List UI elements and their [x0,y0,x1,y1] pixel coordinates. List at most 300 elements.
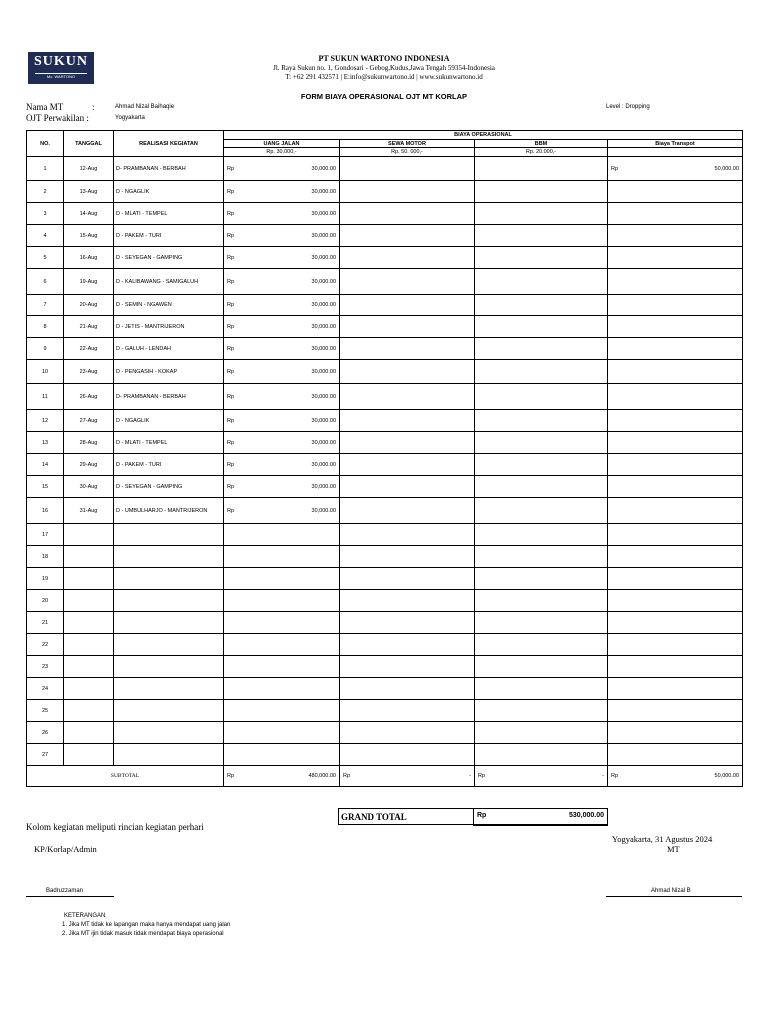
row-activity: D - PAKEM - TURI [114,225,224,247]
row-sewa-motor [340,590,475,612]
row-bbm [475,656,608,678]
row-bbm [475,157,608,181]
grand-total-box [338,808,743,826]
row-number: 21 [27,612,64,634]
row-uang-jalan [224,524,340,546]
currency-label: Rp [343,773,351,779]
header-no: NO. [27,131,64,157]
row-sewa-motor [340,384,475,410]
row-uang-jalan [224,203,340,225]
logo-subtext: Mc. WARTONO [35,73,87,80]
currency-label: Rp [227,165,235,172]
table-row [27,546,743,568]
row-uang-jalan [224,590,340,612]
level-value: Level : Dropping [606,104,650,110]
row-activity [114,612,224,634]
row-bbm [475,316,608,338]
table-row [27,410,743,432]
row-number: 18 [27,546,64,568]
header-tanggal: TANGGAL [64,131,114,157]
row-bbm [475,476,608,498]
row-number: 9 [27,338,64,360]
row-activity [114,568,224,590]
row-uang-jalan [224,656,340,678]
row-date [64,546,114,568]
currency-label: Rp [227,210,235,217]
keterangan-title: KETERANGAN [64,913,106,919]
row-uang-jalan [224,432,340,454]
row-sewa-motor [340,181,475,203]
currency-label: Rp [227,368,235,375]
row-date: 26-Aug [64,384,114,410]
row-bbm [475,269,608,295]
row-date: 31-Aug [64,498,114,524]
row-bbm [475,722,608,744]
row-transpot [608,384,743,410]
amount: - [602,773,604,779]
company-contact: T: +62 291 432571 | E:info@sukunwartono.id | www.sukunwartono.id [285,73,483,81]
row-activity [114,546,224,568]
row-date: 22-Aug [64,338,114,360]
row-bbm [475,338,608,360]
header-transpot: Biaya Transpot [608,140,743,148]
amount: 30,000.00 [311,278,336,285]
row-sewa-motor [340,722,475,744]
table-row [27,744,743,766]
table-row [27,722,743,744]
row-bbm [475,612,608,634]
table-row [27,295,743,316]
table-row [27,225,743,247]
row-uang-jalan [224,360,340,384]
amount: 480,000.00 [308,773,336,779]
row-transpot [608,432,743,454]
row-transpot [608,360,743,384]
row-bbm [475,181,608,203]
row-number: 25 [27,700,64,722]
row-transpot [608,498,743,524]
row-number: 11 [27,384,64,410]
rate-sewa-motor: Rp. 50. 000,- [340,148,475,157]
row-number: 24 [27,678,64,700]
row-number: 17 [27,524,64,546]
row-transpot [608,203,743,225]
row-date [64,700,114,722]
place-date: Yogyakarta, 31 Agustus 2024 [612,834,713,844]
amount: 30,000.00 [311,165,336,172]
amount: 50,000.00 [714,165,740,172]
row-date: 30-Aug [64,476,114,498]
amount: 30,000.00 [311,323,336,330]
row-transpot [608,157,743,181]
currency-label: Rp [227,323,235,330]
row-sewa-motor [340,295,475,316]
row-sewa-motor [340,203,475,225]
row-transpot [608,634,743,656]
row-number: 14 [27,454,64,476]
currency-label: Rp [478,773,486,779]
amount: 530,000.00 [568,812,604,819]
row-activity [114,524,224,546]
row-sewa-motor [340,454,475,476]
row-date: 21-Aug [64,316,114,338]
header-realisasi: REALISASI KEGIATAN [114,131,224,157]
row-uang-jalan [224,722,340,744]
row-sewa-motor [340,498,475,524]
row-number: 13 [27,432,64,454]
row-date: 13-Aug [64,181,114,203]
currency-label: Rp [227,507,235,514]
row-bbm [475,524,608,546]
row-sewa-motor [340,225,475,247]
amount: 30,000.00 [311,461,336,468]
amount: 30,000.00 [311,254,336,261]
row-bbm [475,498,608,524]
row-sewa-motor [340,432,475,454]
header-bbm: BBM [475,140,608,148]
right-signer-role: MT [667,844,680,854]
row-uang-jalan [224,634,340,656]
row-date [64,634,114,656]
row-bbm [475,432,608,454]
row-bbm [475,634,608,656]
row-uang-jalan [224,612,340,634]
currency-label: Rp [227,483,235,490]
row-bbm [475,247,608,269]
row-transpot [608,316,743,338]
row-bbm [475,678,608,700]
amount: 30,000.00 [311,417,336,424]
amount: 30,000.00 [311,368,336,375]
table-row [27,678,743,700]
row-sewa-motor [340,316,475,338]
row-bbm [475,568,608,590]
row-date [64,678,114,700]
row-bbm [475,700,608,722]
row-activity: D - SEMIN - NGAWEN [114,295,224,316]
row-activity [114,590,224,612]
row-transpot [608,454,743,476]
row-sewa-motor [340,410,475,432]
row-transpot [608,722,743,744]
row-number: 26 [27,722,64,744]
amount: 50,000.00 [714,773,740,779]
currency-label: Rp [227,439,235,446]
kegiatan-note: Kolom kegiatan meliputi rincian kegiatan perhari [26,822,204,832]
left-signer-role: KP/Korlap/Admin [34,844,97,854]
row-number: 5 [27,247,64,269]
amount: 30,000.00 [311,188,336,195]
table-row [27,656,743,678]
row-uang-jalan [224,384,340,410]
row-sewa-motor [340,524,475,546]
row-date: 28-Aug [64,432,114,454]
subtotal-label: SUBTOTAL [27,766,224,787]
row-date [64,656,114,678]
header-uang-jalan: UANG JALAN [224,140,340,148]
row-activity: D - MLATI - TEMPEL [114,203,224,225]
amount: 30,000.00 [311,483,336,490]
row-activity [114,722,224,744]
currency-label: Rp [227,393,235,400]
ojt-label: OJT Perwakilan : [26,113,89,123]
rate-uang-jalan: Rp. 30.000,- [224,148,340,157]
row-uang-jalan [224,181,340,203]
row-transpot [608,225,743,247]
row-uang-jalan [224,700,340,722]
row-activity: D - JETIS - MANTRIJERON [114,316,224,338]
currency-label: Rp [611,165,619,172]
row-activity: D - KALIBAWANG - SAMIGALUH [114,269,224,295]
table-row [27,316,743,338]
row-transpot [608,181,743,203]
row-transpot [608,269,743,295]
table-row [27,568,743,590]
row-date: 29-Aug [64,454,114,476]
row-bbm [475,590,608,612]
row-bbm [475,203,608,225]
row-activity: D - MLATI - TEMPEL [114,432,224,454]
row-date: 12-Aug [64,157,114,181]
currency-label: Rp [477,812,487,819]
row-sewa-motor [340,247,475,269]
row-activity [114,634,224,656]
rate-bbm: Rp. 20.000,- [475,148,608,157]
table-row [27,498,743,524]
row-number: 19 [27,568,64,590]
row-transpot [608,338,743,360]
row-uang-jalan [224,546,340,568]
table-row [27,454,743,476]
row-uang-jalan [224,316,340,338]
row-activity [114,656,224,678]
row-uang-jalan [224,410,340,432]
row-date [64,590,114,612]
subtotal-uang-jalan [224,766,340,787]
row-date [64,568,114,590]
row-uang-jalan [224,225,340,247]
operational-cost-table [26,130,743,787]
row-number: 8 [27,316,64,338]
row-number: 7 [27,295,64,316]
table-row [27,338,743,360]
company-name: PT SUKUN WARTONO INDONESIA [318,54,450,63]
currency-label: Rp [227,302,235,308]
table-row [27,432,743,454]
row-number: 16 [27,498,64,524]
currency-label: Rp [227,188,235,195]
table-row [27,157,743,181]
row-uang-jalan [224,295,340,316]
row-date: 20-Aug [64,295,114,316]
row-sewa-motor [340,612,475,634]
row-transpot [608,590,743,612]
row-number: 6 [27,269,64,295]
row-activity: D - UMBULHARJO - MANTRIJERON [114,498,224,524]
grand-total-label: GRAND TOTAL [339,809,474,825]
table-row [27,476,743,498]
amount: 30,000.00 [311,232,336,239]
row-activity: D - GALUH - LENDAH [114,338,224,360]
row-activity: D- PRAMBANAN - BERBAH [114,157,224,181]
row-bbm [475,546,608,568]
currency-label: Rp [611,773,619,779]
grand-total-spacer [608,809,743,825]
row-number: 12 [27,410,64,432]
grand-total-value [474,809,608,825]
row-sewa-motor [340,634,475,656]
row-uang-jalan [224,247,340,269]
row-date [64,744,114,766]
row-activity: D - NGAGLIK [114,181,224,203]
currency-label: Rp [227,461,235,468]
left-signer-name: Badruzzaman [46,888,84,894]
nama-label: Nama MT [26,102,64,112]
table-row [27,203,743,225]
table-row [27,700,743,722]
row-uang-jalan [224,568,340,590]
row-number: 20 [27,590,64,612]
form-title: FORM BIAYA OPERASIONAL OJT MT KORLAP [300,92,468,101]
row-uang-jalan [224,476,340,498]
row-transpot [608,656,743,678]
amount: 30,000.00 [311,345,336,352]
row-number: 27 [27,744,64,766]
row-date: 15-Aug [64,225,114,247]
currency-label: Rp [227,254,235,261]
header-biaya-operasional: BIAYA OPERASIONAL [224,131,743,140]
right-signer-name: Ahmad Nizal B [651,888,691,894]
row-uang-jalan [224,678,340,700]
row-sewa-motor [340,546,475,568]
row-date: 16-Aug [64,247,114,269]
currency-label: Rp [227,345,235,352]
currency-label: Rp [227,773,235,779]
row-date: 23-Aug [64,360,114,384]
row-sewa-motor [340,338,475,360]
row-bbm [475,360,608,384]
amount: 30,000.00 [311,302,336,308]
table-row [27,612,743,634]
amount: 30,000.00 [311,393,336,400]
row-activity: D - PAKEM - TURI [114,454,224,476]
left-signature-line [26,896,114,897]
row-activity: D - SEYEGAN - GAMPING [114,476,224,498]
row-number: 22 [27,634,64,656]
row-date [64,524,114,546]
row-transpot [608,568,743,590]
row-date [64,722,114,744]
row-uang-jalan [224,338,340,360]
subtotal-bbm [475,766,608,787]
table-row [27,524,743,546]
row-uang-jalan [224,269,340,295]
row-sewa-motor [340,360,475,384]
row-activity [114,700,224,722]
row-transpot [608,612,743,634]
row-transpot [608,410,743,432]
row-uang-jalan [224,454,340,476]
row-bbm [475,295,608,316]
row-number: 10 [27,360,64,384]
table-row [27,247,743,269]
row-transpot [608,546,743,568]
table-row [27,634,743,656]
currency-label: Rp [227,278,235,285]
keterangan-item-1: 1. Jika MT tidak ke lapangan maka hanya mendapat uang jalan [62,922,231,928]
currency-label: Rp [227,232,235,239]
row-date [64,612,114,634]
row-transpot [608,524,743,546]
row-activity: D- PRAMBANAN - BERBAH [114,384,224,410]
amount: 30,000.00 [311,439,336,446]
row-uang-jalan [224,744,340,766]
row-transpot [608,476,743,498]
row-uang-jalan [224,498,340,524]
amount: - [469,773,471,779]
currency-label: Rp [227,417,235,424]
ojt-value: Yogyakarta [115,115,145,121]
row-transpot [608,700,743,722]
table-row [27,590,743,612]
row-date: 14-Aug [64,203,114,225]
row-sewa-motor [340,656,475,678]
company-address: Jl. Raya Sukun no. 1, Gondosari - Gebog,Kudus,Jawa Tengah 59354-Indonesia [273,64,495,72]
row-activity [114,678,224,700]
row-transpot [608,295,743,316]
row-number: 3 [27,203,64,225]
rate-transpot [608,148,743,157]
row-activity: D - SEYEGAN - GAMPING [114,247,224,269]
nama-value: Ahmad Nizal Baihaqie [115,104,175,110]
amount: 30,000.00 [311,210,336,217]
row-sewa-motor [340,269,475,295]
subtotal-transpot [608,766,743,787]
row-activity: D - NGAGLIK [114,410,224,432]
row-bbm [475,454,608,476]
row-bbm [475,384,608,410]
nama-colon: : [92,102,95,112]
row-number: 15 [27,476,64,498]
row-sewa-motor [340,678,475,700]
table-row [27,181,743,203]
row-number: 1 [27,157,64,181]
keterangan-item-2: 2. Jika MT ijin tidak masuk tidak mendapat biaya operasional [62,931,224,937]
row-number: 23 [27,656,64,678]
table-row [27,384,743,410]
table-row [27,360,743,384]
logo-text: SUKUN [33,54,88,69]
row-activity: D - PENGASIH - KOKAP [114,360,224,384]
row-number: 4 [27,225,64,247]
row-sewa-motor [340,568,475,590]
row-sewa-motor [340,476,475,498]
row-uang-jalan [224,157,340,181]
row-date: 19-Aug [64,269,114,295]
row-transpot [608,247,743,269]
row-sewa-motor [340,700,475,722]
row-bbm [475,410,608,432]
row-transpot [608,678,743,700]
row-sewa-motor [340,157,475,181]
row-activity [114,744,224,766]
row-transpot [608,744,743,766]
row-number: 2 [27,181,64,203]
right-signature-line [606,896,742,897]
table-row [27,269,743,295]
header-sewa-motor: SEWA MOTOR [340,140,475,148]
row-date: 27-Aug [64,410,114,432]
